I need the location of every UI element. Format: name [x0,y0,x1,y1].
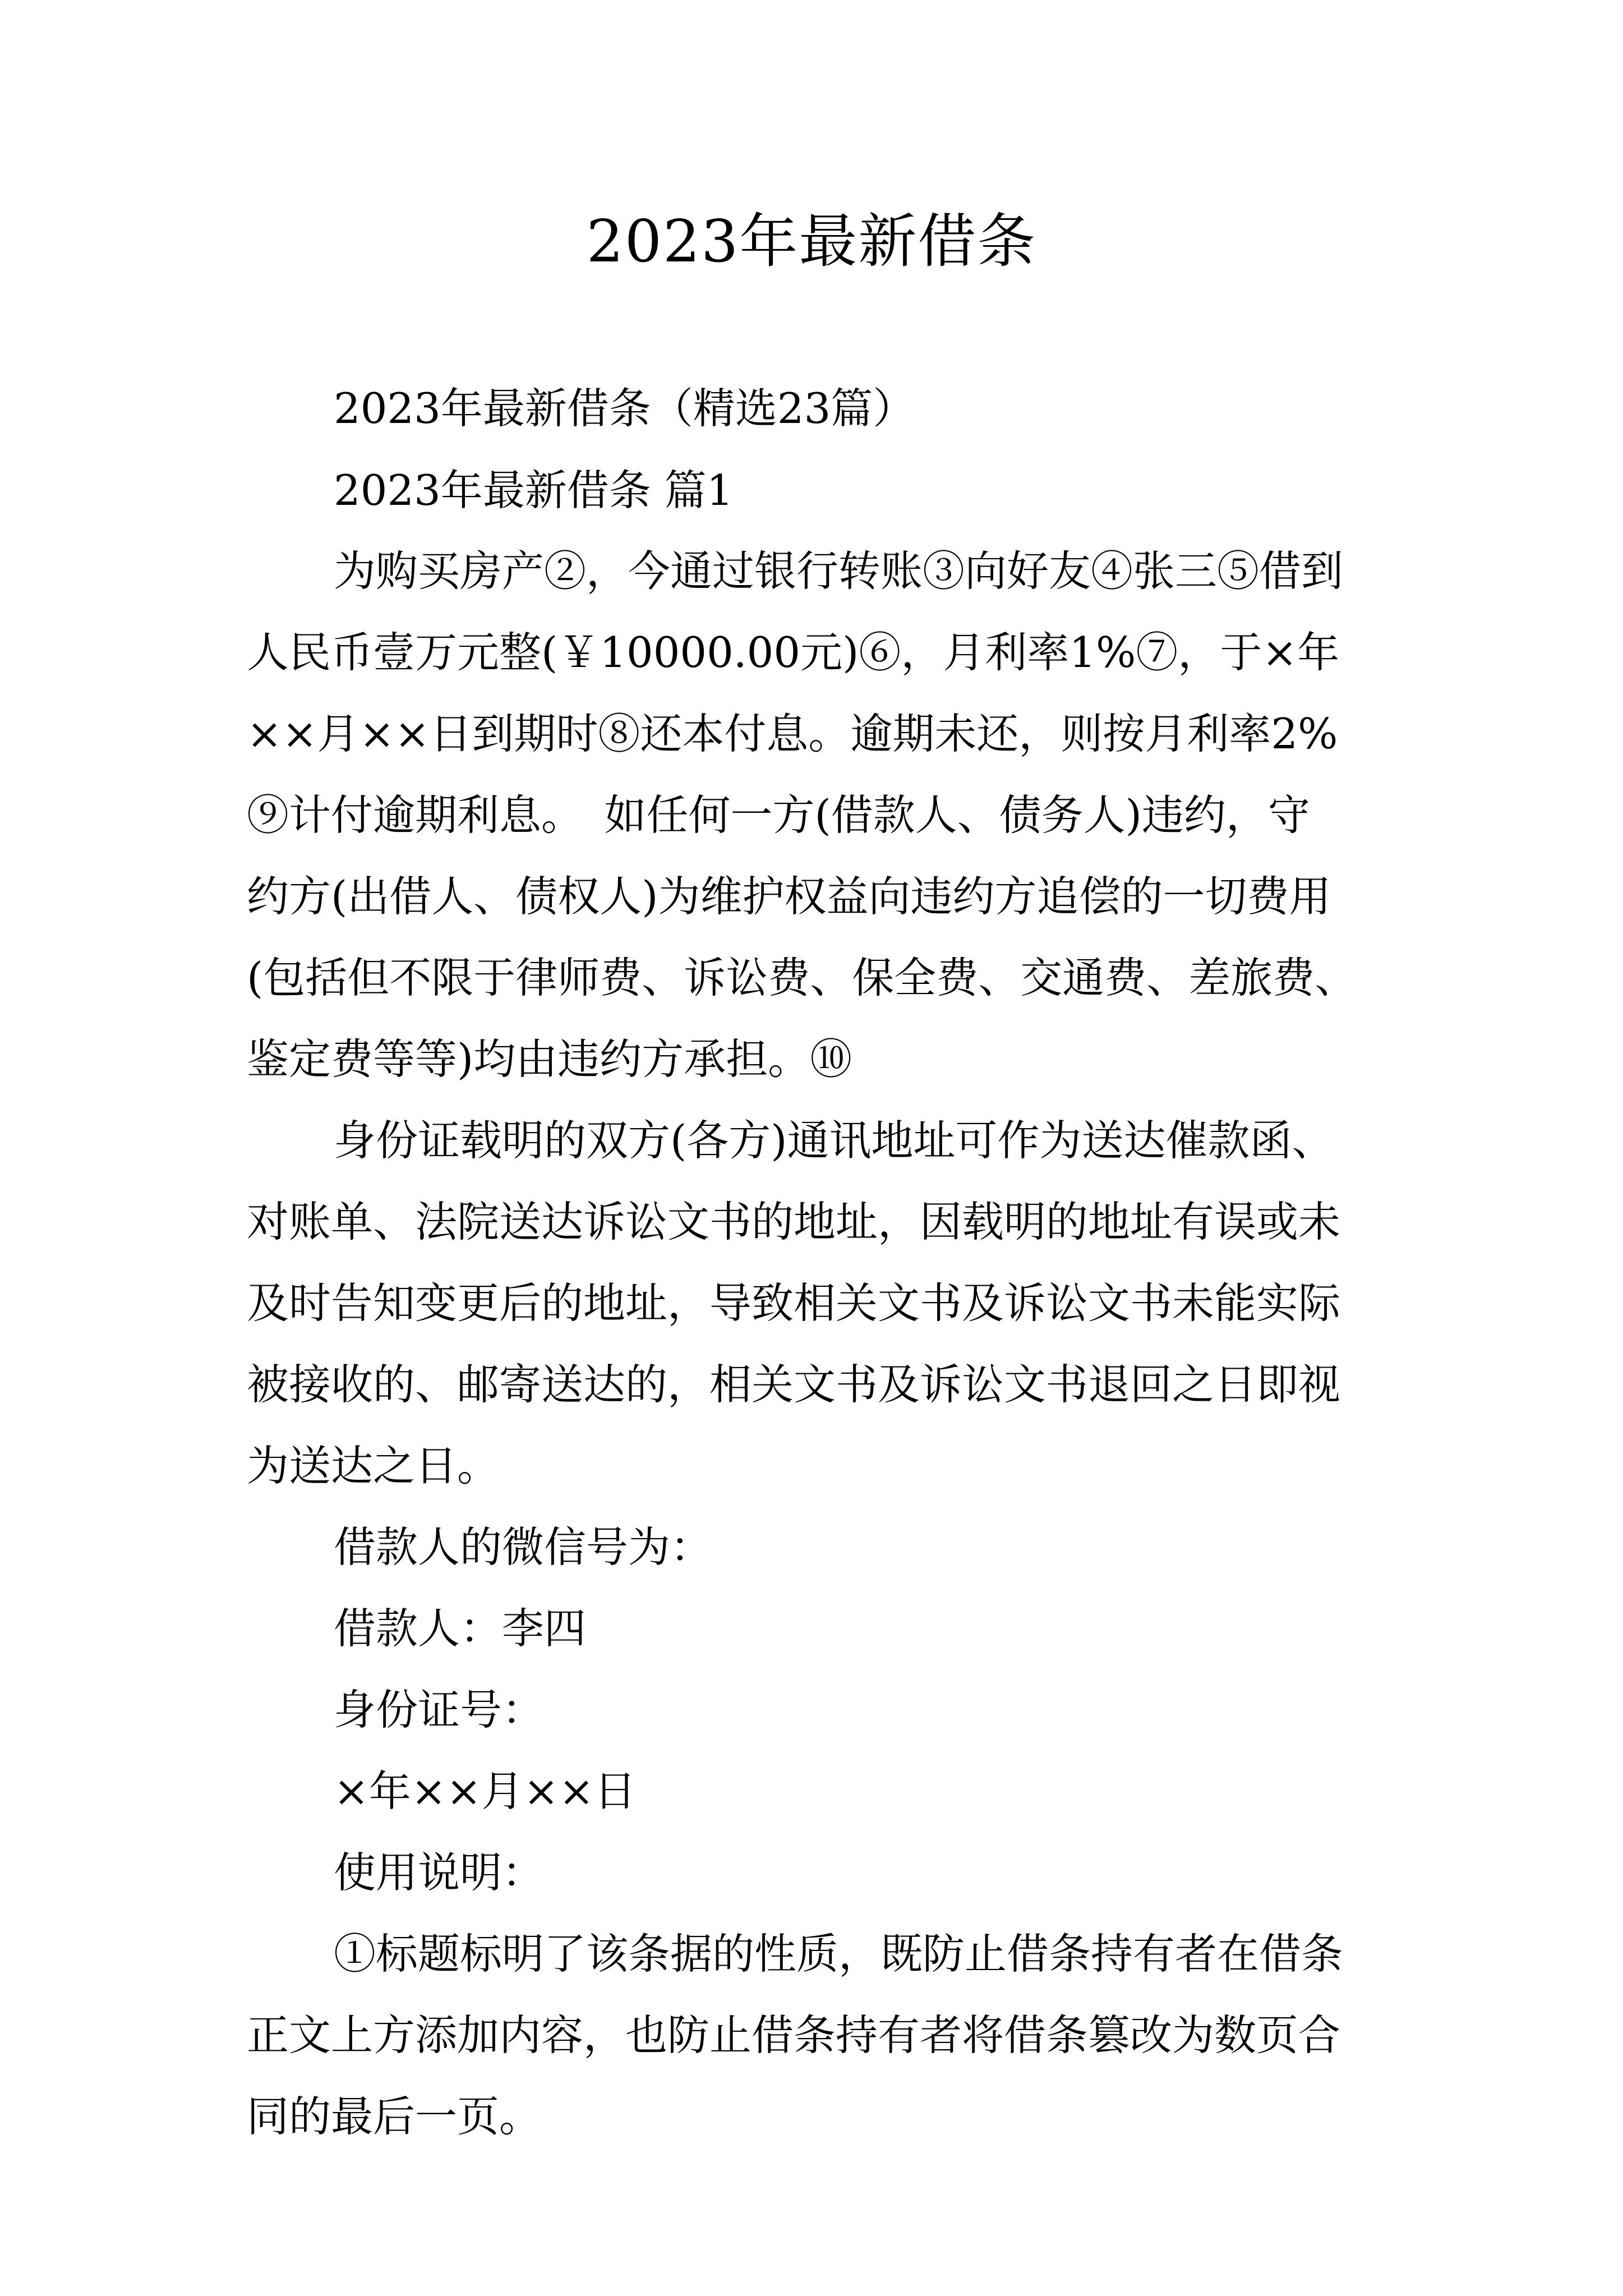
body-line: 身份证载明的双方(各方)通讯地址可作为送达催款函、 [334,1116,1334,1165]
body-line: 对账单、法院送达诉讼文书的地址，因载明的地址有误或未 [247,1197,1341,1246]
body-line: 为购买房产②，今通过银行转账③向好友④张三⑤借到 [334,546,1344,596]
body-line: ××月××日到期时⑧还本付息。逾期未还，则按月利率2% [247,709,1338,758]
body-line: 及时告知变更后的地址，导致相关文书及诉讼文书未能实际 [247,1278,1341,1328]
field-line: 借款人：李四 [334,1604,587,1653]
field-line: 借款人的微信号为： [334,1522,713,1572]
body-line: (包括但不限于律师费、诉讼费、保全费、交通费、差旅费、 [247,953,1357,1002]
body-line: 正文上方添加内容，也防止借条持有者将借条篡改为数页合 [247,2010,1341,2060]
body-line: 人民币壹万元整(￥10000.00元)⑥，月利率1%⑦，于×年 [247,628,1340,677]
body-line: 约方(出借人、债权人)为维护权益向违约方追偿的一切费用 [247,872,1331,921]
body-line: 同的最后一页。 [247,2092,542,2141]
body-line: 鉴定费等等)均由违约方承担。⑩ [247,1034,852,1084]
section-heading: 2023年最新借条 篇1 [334,466,734,515]
field-line: 身份证号： [334,1685,545,1734]
body-line: ①标题标明了该条据的性质，既防止借条持有者在借条 [334,1929,1344,1978]
body-line: 被接收的、邮寄送达的，相关文书及诉讼文书退回之日即视 [247,1360,1341,1409]
field-line: ×年××月××日 [334,1766,637,1816]
notes-heading: 使用说明： [334,1848,545,1897]
body-line: ⑨计付逾期利息。 如任何一方(借款人、债务人)违约，守 [247,790,1311,840]
body-line: 为送达之日。 [247,1441,500,1490]
document-title: 2023年最新借条 [586,207,1037,275]
subtitle-line: 2023年最新借条（精选23篇） [334,384,915,433]
